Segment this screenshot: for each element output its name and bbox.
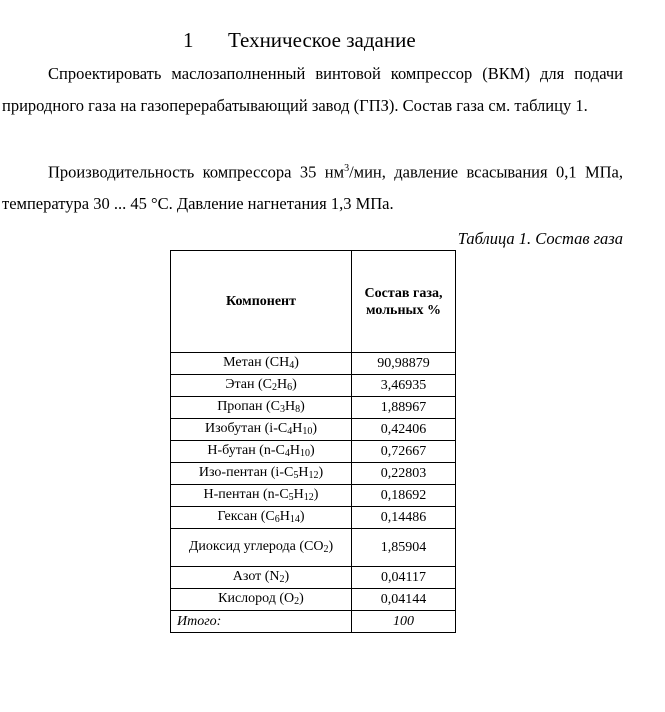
header-composition-text: Состав газа, мольных %: [364, 285, 443, 318]
component-value: 0,72667: [352, 441, 456, 463]
formula-subscript: 10: [299, 447, 310, 459]
component-name: [171, 441, 352, 463]
component-name-text: ): [294, 354, 299, 370]
component-name: [171, 567, 352, 589]
component-name-text: ): [300, 398, 305, 414]
formula-subscript: 2: [279, 573, 285, 585]
paragraph-parameters: [2, 153, 623, 220]
formula-subscript: 5: [293, 469, 299, 481]
component-name-text: H: [292, 420, 303, 436]
component-value: 3,46935: [352, 375, 456, 397]
paragraph-task-text: Спроектировать маслозаполненный винтовой компрессор (ВКМ) для подачи природного газа на газоперерабатывающий завод (ГПЗ). Состав газа см. таблицу 1.: [2, 64, 623, 115]
component-name-text: Гексан (C: [217, 508, 275, 524]
component-name-text: H: [276, 376, 288, 392]
component-value: 0,22803: [352, 463, 456, 485]
formula-subscript: 12: [303, 491, 314, 503]
table-row: [171, 507, 456, 529]
component-name-text: H: [298, 464, 309, 480]
component-name: [171, 485, 352, 507]
component-name-text: ): [309, 442, 315, 458]
formula-subscript: 5: [288, 491, 294, 503]
component-name-text: H: [279, 508, 290, 524]
paragraph-parameters-text-b: /мин, давление всасывания 0,1 МПа, температура 30 ... 45 °С. Давление нагнетания 1,3 МПа.: [2, 162, 624, 213]
gas-composition-table: [170, 250, 456, 633]
component-name: [171, 353, 352, 375]
component-name-text: H: [285, 398, 296, 414]
superscript-three: 3: [344, 163, 350, 174]
component-name-text: Н-пентан (n-C: [203, 486, 289, 502]
table-row: [171, 463, 456, 485]
component-name-text: Изо-пентан (i-C: [198, 464, 294, 480]
component-name: [171, 589, 352, 611]
formula-subscript: 4: [289, 359, 295, 371]
table-body: [171, 353, 456, 611]
component-name: [171, 419, 352, 441]
component-name-text: Изобутан (i-C: [205, 420, 288, 436]
component-name-text: ): [328, 538, 334, 554]
component-name-text: ): [292, 376, 297, 392]
total-value: 100: [352, 611, 456, 633]
component-name-text: Этан (C: [225, 376, 272, 392]
formula-subscript: 14: [289, 513, 300, 525]
total-label: Итого:: [171, 611, 352, 633]
formula-subscript: 2: [271, 381, 277, 393]
component-name-text: ): [312, 420, 317, 436]
table-row: [171, 397, 456, 419]
component-name: [171, 463, 352, 485]
table-row: [171, 567, 456, 589]
formula-subscript: 12: [308, 469, 319, 481]
component-name-text: H: [293, 486, 304, 502]
component-name: [171, 529, 352, 567]
header-composition: [352, 251, 456, 353]
component-name-text: Метан (CH: [223, 354, 290, 370]
component-name-text: ): [313, 486, 319, 502]
table-caption: Таблица 1. Состав газа: [457, 229, 623, 248]
component-name-text: ): [299, 508, 305, 524]
component-name-text: H: [289, 442, 300, 458]
component-value: 0,04144: [352, 589, 456, 611]
component-value: 1,85904: [352, 529, 456, 567]
component-name-text: Азот (N: [232, 568, 280, 584]
section-number: 1: [183, 28, 194, 52]
section-heading: [183, 27, 416, 53]
component-name-text: ): [284, 568, 290, 584]
table-total-row: [171, 611, 456, 633]
formula-subscript: 2: [294, 595, 300, 607]
formula-subscript: 3: [280, 403, 285, 415]
formula-subscript: 4: [287, 425, 293, 437]
component-name-text: Н-бутан (n-C: [207, 442, 285, 458]
component-value: 0,42406: [352, 419, 456, 441]
component-name-text: Диоксид углерода (CO: [188, 538, 324, 554]
formula-subscript: 6: [287, 381, 293, 393]
component-name-text: ): [318, 464, 324, 480]
formula-subscript: 6: [274, 513, 280, 525]
table-row: [171, 375, 456, 397]
paragraph-task: [2, 58, 623, 121]
component-name-text: Пропан (C: [217, 398, 280, 414]
component-name-text: Кислород (O: [218, 590, 295, 606]
component-name-text: ): [299, 590, 304, 606]
table-row: [171, 419, 456, 441]
component-value: 0,04117: [352, 567, 456, 589]
table-row: [171, 441, 456, 463]
component-value: 0,18692: [352, 485, 456, 507]
paragraph-parameters-text-a: Производительность компрессора 35 нм: [48, 162, 345, 182]
component-value: 0,14486: [352, 507, 456, 529]
table-row: [171, 529, 456, 567]
table-header-row: [171, 251, 456, 353]
formula-subscript: 10: [302, 425, 313, 437]
component-name: [171, 507, 352, 529]
table-row: [171, 353, 456, 375]
header-component: Компонент: [171, 251, 352, 353]
component-name: [171, 375, 352, 397]
section-title: Техническое задание: [228, 28, 416, 52]
component-name: [171, 397, 352, 419]
formula-subscript: 8: [295, 403, 301, 415]
table-row: [171, 485, 456, 507]
table-row: [171, 589, 456, 611]
component-value: 90,98879: [352, 353, 456, 375]
component-value: 1,88967: [352, 397, 456, 419]
formula-subscript: 2: [323, 543, 329, 555]
formula-subscript: 4: [284, 447, 290, 459]
